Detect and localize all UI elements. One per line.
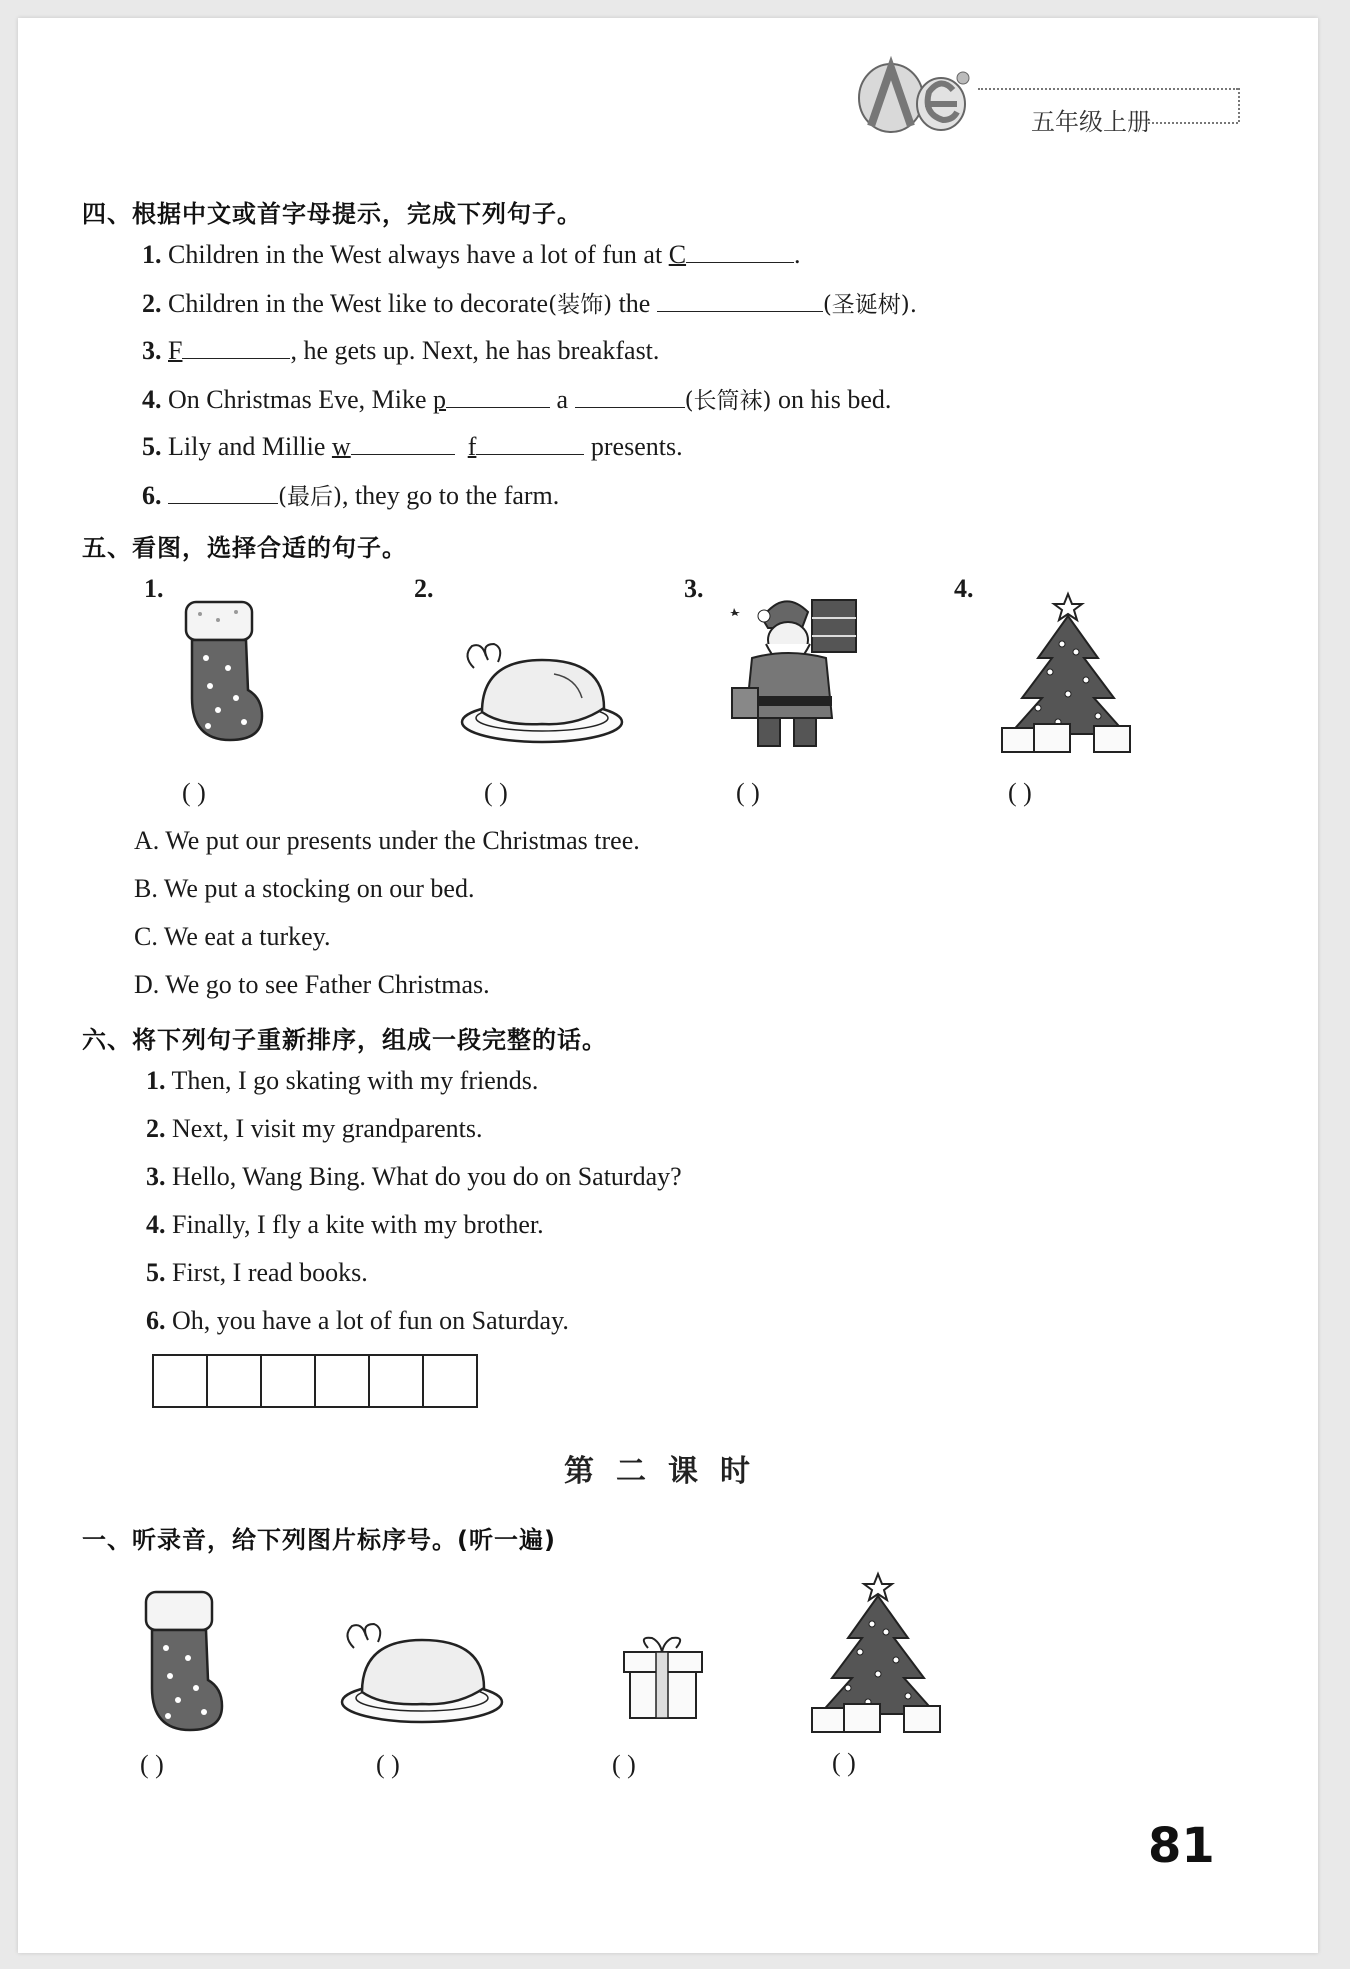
page-number: 81 [1148,1818,1215,1874]
answer-blank[interactable] [686,238,794,263]
sentence-text: Oh, you have a lot of fun on Saturday. [172,1306,569,1335]
answer-paren[interactable]: ( ) [484,778,508,807]
question-number: 5. [142,432,162,461]
sentence-number: 5. [146,1258,166,1287]
option-d: D. We go to see Father Christmas. [134,970,490,999]
question-number: 6. [142,481,162,510]
sentence-item [146,1306,569,1336]
question-text: , he gets up. Next, he has breakfast. [290,336,660,365]
order-box[interactable] [208,1356,262,1406]
question-text: On Christmas Eve, Mike [168,385,434,414]
sentence-text: Hello, Wang Bing. What do you do on Saturday? [172,1162,682,1191]
lesson-title: 第二课时 [564,1454,772,1489]
answer-paren[interactable]: ( ) [1008,778,1032,807]
hint-letter: w [331,432,351,461]
sentence-item [146,1066,538,1096]
answer-blank[interactable] [168,479,278,504]
sentence-text: Then, I go skating with my friends. [171,1066,539,1095]
sentence-text: Next, I visit my grandparents. [172,1114,483,1143]
sentence-number: 1. [146,1066,166,1095]
turkey-icon [338,1618,508,1728]
answer-blank[interactable] [351,430,455,455]
answer-paren[interactable]: ( ) [736,778,760,807]
answer-paren[interactable]: ( ) [182,778,206,807]
christmas-tree-icon [998,588,1138,758]
gift-box-icon [618,1634,708,1724]
workbook-page [18,18,1318,1953]
question-text: presents. [584,432,683,461]
picture-number: 1. [144,574,164,603]
order-box[interactable] [316,1356,370,1406]
order-box[interactable] [370,1356,424,1406]
question-text: the [612,289,657,318]
question-text: a [550,385,575,414]
answer-blank[interactable] [446,383,550,408]
question-text: Children in the West like to decorate [168,289,549,318]
picture-number: 4. [954,574,974,603]
chinese-hint: (最后) [278,484,342,510]
question-text: . [794,240,801,269]
listening-section-title: 一、听录音，给下列图片标序号。(听一遍) [82,1526,556,1554]
stocking-icon [178,598,278,748]
chinese-hint: (装饰) [548,292,613,318]
sentence-item [146,1162,682,1192]
stocking-icon [138,1588,238,1738]
question-4-2 [142,286,917,319]
header-dotted-line [1238,88,1240,122]
question-4-4 [142,382,891,415]
question-text: Lily and Millie [168,432,332,461]
question-text: Children in the West always have a lot of fun at [168,240,669,269]
question-4-6 [142,478,559,511]
hint-letter: F [168,336,183,365]
question-4-1 [142,238,801,270]
page-header [853,56,1273,146]
section-4-title: 四、根据中文或首字母提示，完成下列句子。 [82,200,582,228]
answer-paren[interactable]: ( ) [376,1750,400,1779]
sentence-item [146,1258,368,1288]
section-5-title: 五、看图，选择合适的句子。 [82,534,407,562]
sentence-text: First, I read books. [172,1258,368,1287]
chinese-hint: (圣诞树). [822,292,918,318]
answer-paren[interactable]: ( ) [612,1750,636,1779]
answer-blank[interactable] [182,334,290,359]
grade-label: 五年级上册 [1031,108,1151,136]
turkey-icon [458,638,628,748]
sentence-item [146,1114,483,1144]
header-dotted-line [978,88,1238,90]
question-number: 3. [142,336,162,365]
question-text: on his bed. [771,385,892,414]
order-answer-boxes [152,1354,478,1408]
sentence-text: Finally, I fly a kite with my brother. [172,1210,544,1239]
sentence-number: 4. [146,1210,166,1239]
question-text: , they go to the farm. [341,481,560,510]
answer-blank[interactable] [575,383,685,408]
picture-number: 2. [414,574,434,603]
question-number: 2. [142,289,162,318]
answer-blank[interactable] [476,430,584,455]
answer-paren[interactable]: ( ) [140,1750,164,1779]
question-number: 1. [142,240,162,269]
question-number: 4. [142,385,162,414]
sentence-number: 6. [146,1306,166,1335]
sentence-number: 3. [146,1162,166,1191]
hint-letter: p [433,385,447,414]
hint-letter: C [668,240,687,269]
header-dotted-line [1148,122,1238,124]
sentence-number: 2. [146,1114,166,1143]
option-a: A. We put our presents under the Christmas tree. [134,826,640,855]
section-6-title: 六、将下列句子重新排序，组成一段完整的话。 [82,1026,607,1054]
question-4-3 [142,334,659,366]
hint-letter: f [467,432,477,461]
sentence-item [146,1210,544,1240]
order-box[interactable] [262,1356,316,1406]
picture-number: 3. [684,574,704,603]
order-box[interactable] [424,1356,476,1406]
option-c: C. We eat a turkey. [134,922,331,951]
answer-paren[interactable]: ( ) [832,1748,856,1777]
question-4-5 [142,430,683,462]
chinese-hint: (长筒袜) [684,388,772,414]
answer-blank[interactable] [657,287,823,312]
order-box[interactable] [154,1356,208,1406]
option-b: B. We put a stocking on our bed. [134,874,475,903]
ae-logo-icon [853,56,983,136]
father-christmas-icon [728,588,868,758]
christmas-tree-icon [808,1568,948,1738]
